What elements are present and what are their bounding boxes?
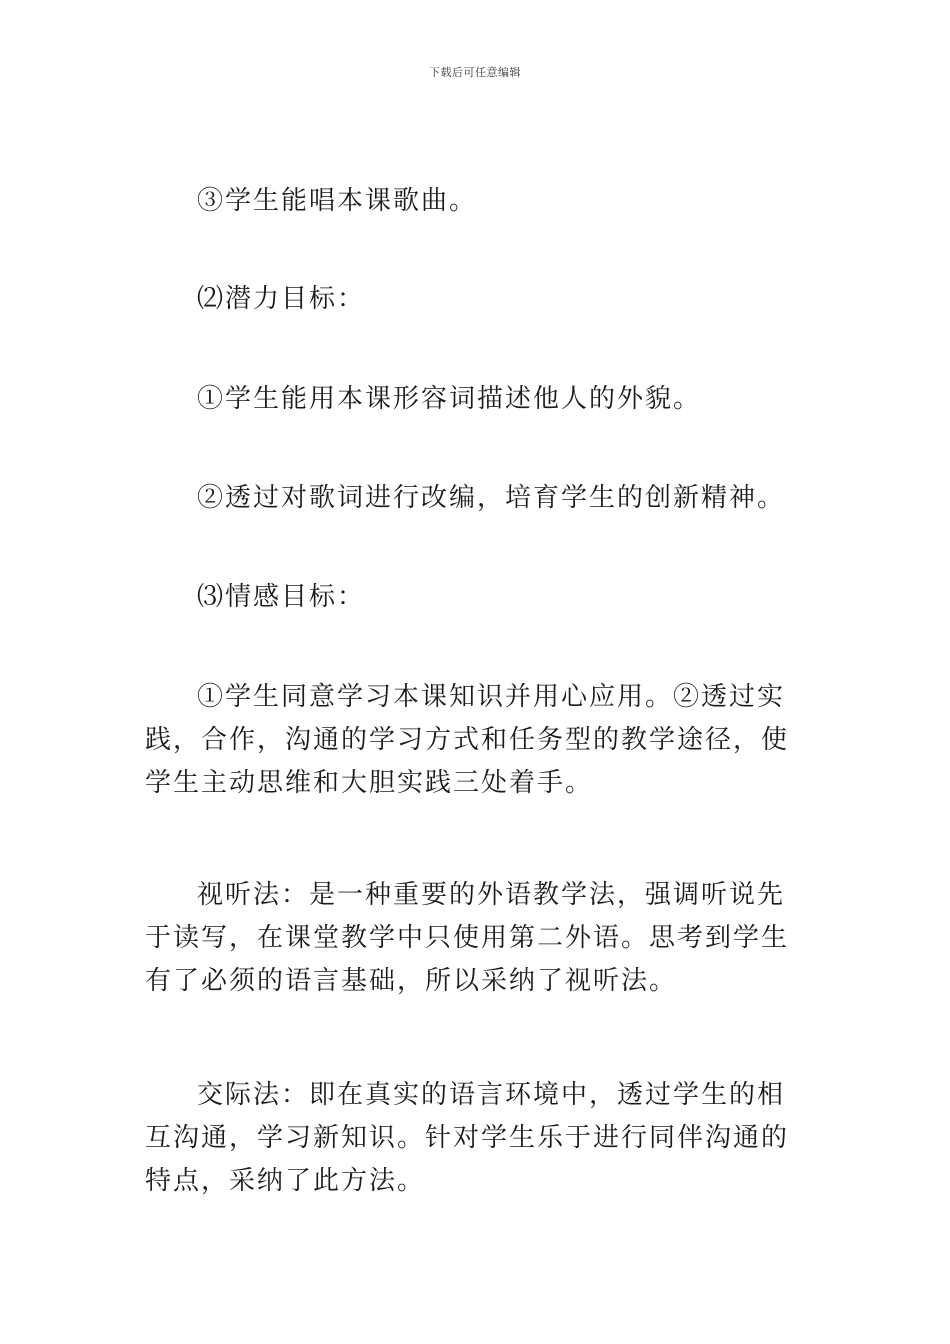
paragraph-adjective-goal: ①学生能用本课形容词描述他人的外貌。 (197, 384, 702, 414)
paragraph-ability-goal-heading: ⑵潜力目标： (197, 284, 366, 314)
paragraph-lyrics-goal: ②透过对歌词进行改编，培育学生的创新精神。 (197, 483, 786, 513)
paragraph-singing-goal: ③学生能唱本课歌曲。 (197, 186, 478, 216)
paragraph-emotion-goal-detail: ①学生同意学习本课知识并用心应用。②透过实践，合作，沟通的学习方式和任务型的教学途径，使学生主动思维和大胆实践三处着手。 (145, 682, 790, 798)
paragraph-emotion-goal-heading: ⑶情感目标： (197, 582, 366, 612)
paragraph-audiovisual-method: 视听法：是一种重要的外语教学法，强调听说先于读写，在课堂教学中只使用第二外语。思考到学生有了必须的语言基础，所以采纳了视听法。 (145, 880, 790, 996)
paragraph-communicative-method: 交际法：即在真实的语言环境中，透过学生的相互沟通，学习新知识。针对学生乐于进行同伴沟通的特点，采纳了此方法。 (145, 1080, 790, 1196)
page-header: 下载后可任意编辑 (429, 66, 521, 79)
